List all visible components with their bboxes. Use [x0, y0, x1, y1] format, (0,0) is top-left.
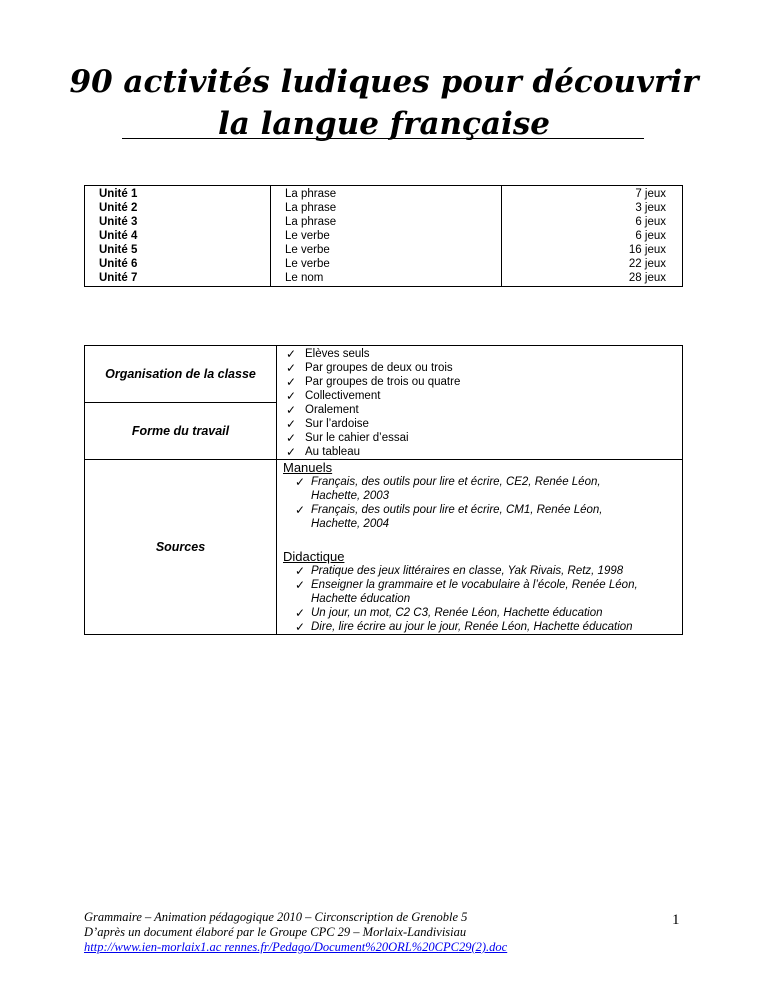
- source-item: ✓ Français, des outils pour lire et écrire, CM1, Renée Léon, Hachette, 2004: [277, 503, 682, 531]
- unit-name: Unité 3: [99, 216, 138, 228]
- checkmark-icon: ✓: [294, 564, 306, 578]
- checkmark-icon: ✓: [285, 403, 297, 417]
- unit-name: Unité 7: [99, 272, 138, 284]
- check-item: ✓ Collectivement: [277, 389, 682, 403]
- didactique-heading: Didactique: [283, 549, 345, 564]
- unit-games: 3 jeux: [635, 202, 666, 214]
- check-item: ✓ Au tableau: [277, 445, 682, 459]
- source-item: ✓ Pratique des jeux littéraires en classe, Yak Rivais, Retz, 1998: [277, 564, 682, 578]
- source-item: ✓ Un jour, un mot, C2 C3, Renée Léon, Hachette éducation: [277, 606, 682, 620]
- unit-name: Unité 6: [99, 258, 138, 270]
- footer: [84, 910, 507, 955]
- unit-name: Unité 5: [99, 244, 138, 256]
- checkmark-icon: ✓: [294, 503, 306, 517]
- unit-column: [85, 186, 271, 287]
- checkmark-icon: ✓: [294, 606, 306, 620]
- checkmark-icon: ✓: [285, 375, 297, 389]
- footer-line-1: Grammaire – Animation pédagogique 2010 – Circonscription de Grenoble 5: [84, 910, 468, 924]
- checkmark-icon: ✓: [294, 475, 306, 489]
- unit-games: 6 jeux: [635, 230, 666, 242]
- source-item: ✓ Enseigner la grammaire et le vocabulaire à l’école, Renée Léon, Hachette éducation: [277, 578, 682, 606]
- check-item: ✓ Par groupes de deux ou trois: [277, 361, 682, 375]
- topic-column: [271, 186, 502, 287]
- forme-label: Forme du travail: [85, 403, 277, 460]
- sources-label: Sources: [85, 460, 277, 635]
- check-item: ✓ Sur le cahier d’essai: [277, 431, 682, 445]
- unit-topic: Le nom: [285, 272, 324, 284]
- modalities-cell: [277, 346, 683, 460]
- source-item: ✓ Français, des outils pour lire et écrire, CE2, Renée Léon, Hachette, 2003: [277, 475, 682, 503]
- check-item: ✓ Oralement: [277, 403, 682, 417]
- unit-name: Unité 1: [99, 188, 138, 200]
- checkmark-icon: ✓: [285, 417, 297, 431]
- unit-games: 22 jeux: [628, 258, 666, 270]
- checkmark-icon: ✓: [285, 347, 297, 361]
- unit-games: 6 jeux: [635, 216, 666, 228]
- page-number: 1: [672, 912, 680, 928]
- checkmark-icon: ✓: [285, 445, 297, 459]
- checkmark-icon: ✓: [285, 389, 297, 403]
- unit-name: Unité 2: [99, 202, 138, 214]
- unit-topic: Le verbe: [285, 244, 330, 256]
- source-item: ✓ Dire, lire écrire au jour le jour, Renée Léon, Hachette éducation: [277, 620, 682, 634]
- check-item: ✓ Sur l’ardoise: [277, 417, 682, 431]
- unit-games: 16 jeux: [628, 244, 666, 256]
- unit-topic: Le verbe: [285, 258, 330, 270]
- footer-line-2: D’après un document élaboré par le Groupe CPC 29 – Morlaix-Landivisiau: [84, 925, 467, 939]
- organisation-label: Organisation de la classe: [85, 346, 277, 403]
- footer-link[interactable]: http://www.ien-morlaix1.ac rennes.fr/Pedago/Document%20ORL%20CPC29(2).doc: [84, 940, 508, 954]
- checkmark-icon: ✓: [285, 431, 297, 445]
- manuels-heading: Manuels: [283, 460, 333, 475]
- title-rule: [122, 138, 644, 139]
- checkmark-icon: ✓: [294, 620, 306, 634]
- unit-topic: La phrase: [285, 202, 337, 214]
- unit-games: 7 jeux: [635, 188, 666, 200]
- unit-topic: Le verbe: [285, 230, 330, 242]
- unit-topic: La phrase: [285, 188, 337, 200]
- info-table: [84, 345, 683, 635]
- unit-name: Unité 4: [99, 230, 138, 242]
- check-item: ✓ Elèves seuls: [277, 347, 682, 361]
- sources-cell: [277, 460, 683, 635]
- check-item: ✓ Par groupes de trois ou quatre: [277, 375, 682, 389]
- unit-topic: La phrase: [285, 216, 337, 228]
- title-line-2: la langue française: [218, 106, 550, 142]
- checkmark-icon: ✓: [285, 361, 297, 375]
- unit-games: 28 jeux: [628, 272, 666, 284]
- units-table: [84, 185, 683, 287]
- checkmark-icon: ✓: [294, 578, 306, 592]
- title-line-1: 90 activités ludiques pour découvrir: [69, 64, 699, 100]
- games-column: [502, 186, 683, 287]
